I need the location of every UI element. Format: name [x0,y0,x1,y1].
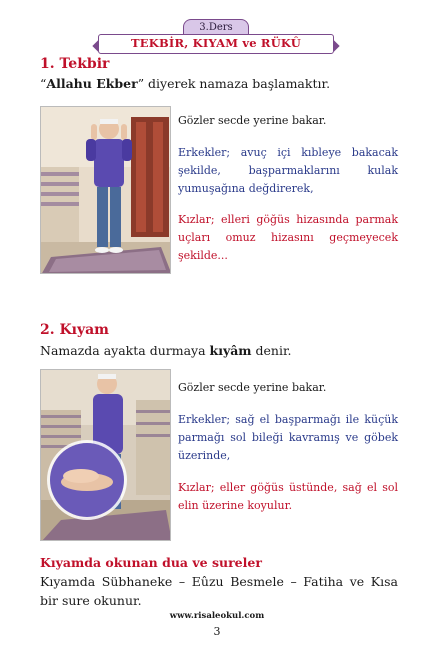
tekbir-eyes-text: Gözler secde yerine bakar. [178,114,327,127]
prayers-text: Kıyamda Sübhaneke – Eûzu Besmele – Fatiha ve Kısa bir sure okunur. [40,574,398,608]
kiyam-lead: Namazda ayakta durmaya kıyâm denir. [40,343,292,358]
kiyam-lead-bold: kıyâm [209,343,252,358]
kiyam-photo-image [41,370,171,541]
kiyam-men-text: Erkekler; sağ el başparmağı ile küçük parmağı sol bileği kavramış ve göbek üzerinde, [178,413,398,462]
kiyam-heading: 2. Kıyam [40,322,109,338]
tekbir-men-text: Erkekler; avuç içi kıbleye bakacak şekilde, başparmaklarını kulak yumuşağına değdirerek, [178,146,398,195]
website-url: www.risaleokul.com [169,611,265,621]
tekbir-women-text: Kızlar; elleri göğüs hizasında parmak uçları omuz hizasını geçmeyecek şekilde... [178,213,398,262]
kiyam-women-text: Kızlar; eller göğüs üstünde, sağ el sol elin üzerine koyulur. [178,481,398,512]
lesson-tab: 3.Ders [183,19,249,35]
tekbir-lead: “Allahu Ekber” diyerek namaza başlamaktır. [40,76,331,91]
prayers-heading: Kıyamda okunan dua ve sureler [40,555,262,570]
kiyam-photo [40,369,171,541]
page-title: TEKBİR, KIYAM ve RÜKÛ [98,34,334,54]
tekbir-photo-image [41,107,171,274]
tekbir-photo [40,106,171,274]
kiyam-eyes-text: Gözler secde yerine bakar. [178,381,327,394]
tekbir-heading: 1. Tekbir [40,56,110,72]
tekbir-lead-bold: Allahu Ekber [46,76,138,91]
page-number: 3 [213,625,221,638]
